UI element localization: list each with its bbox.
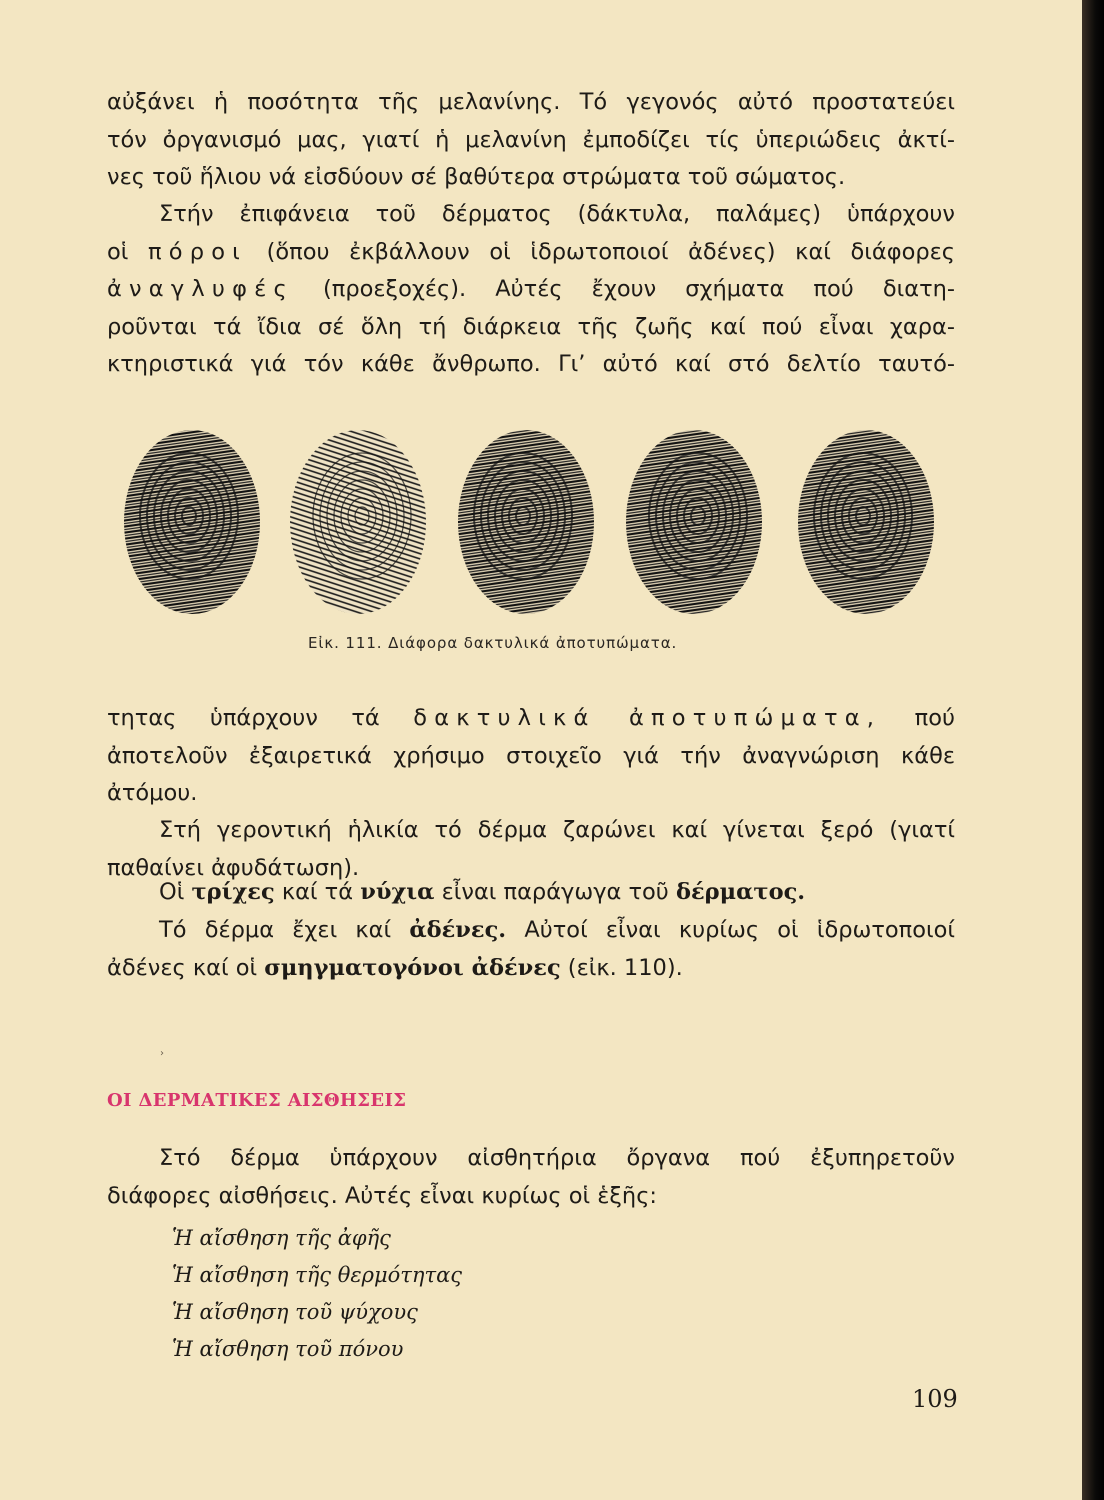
term-fingerprint: δακτυλικά [413, 705, 596, 731]
text-fragment: ἀδένες καί οἱ [107, 954, 258, 981]
text-fragment: (προεξοχές). Αὐτές ἔχουν σχήματα πού διατη- [323, 276, 956, 302]
text-fragment: (ὅπου ἐκβάλλουν οἱ ἱδρωτοποιοί ἀδένες) καί διάφορες [266, 238, 955, 265]
term-skin: δέρματος. [676, 879, 806, 905]
text-fragment: τητας ὑπάρχουν τά [107, 705, 380, 731]
text-fragment: οἱ [107, 238, 129, 265]
fingerprint-image [290, 430, 426, 614]
text-line: ροῦνται τά ἴδια σέ ὅλη τή διάρκεια τῆς ζωῆς καί πού εἶναι χαρα- [107, 313, 955, 340]
text-fragment: Αὐτοί εἶναι κυρίως οἱ ἱδρωτοποιοί [524, 917, 955, 943]
text-line [107, 950, 955, 988]
figure-caption: Εἰκ. 111. Διάφορα δακτυλικά ἀποτυπώματα. [308, 634, 678, 652]
text-fragment: (εἰκ. 110). [567, 954, 683, 981]
term-hair: τρίχες [191, 879, 275, 905]
text-line: ἀτόμου. [107, 780, 198, 806]
term-nails: νύχια [360, 879, 435, 905]
term-pores: πόροι [148, 238, 247, 265]
paragraph-fingerprints [107, 700, 955, 813]
text-line: τόν ὀργανισμό μας, γιατί ἡ μελανίνη ἐμποδίζει τίς ὑπεριώδεις ἀκτί- [107, 126, 955, 153]
text-line [107, 700, 955, 738]
fingerprint-image [626, 430, 762, 614]
page-number: 109 [912, 1385, 958, 1413]
paragraph-senses [107, 1140, 955, 1215]
text-line: κτηριστικά γιά τόν κάθε ἄνθρωπο. Γι’ αὐτό καί στό δελτίο ταυτό- [107, 351, 955, 377]
text-fragment: Τό δέρμα ἔχει καί [159, 917, 392, 943]
text-line: αὐξάνει ἡ ποσότητα τῆς μελανίνης. Τό γεγονός αὐτό προστατεύει [107, 89, 955, 115]
text-line: παθαίνει ἀφυδάτωση). [107, 854, 360, 881]
list-item: Ἡ αἴσθηση τοῦ πόνου [172, 1337, 404, 1361]
list-item: Ἡ αἴσθηση τῆς ἀφῆς [172, 1226, 391, 1250]
text-fragment: εἶναι παράγωγα τοῦ [441, 879, 669, 905]
section-heading: ΟΙ ΔΕΡΜΑΤΙΚΕΣ ΑΙΣΘΗΣΕΙΣ [107, 1090, 407, 1111]
text-line: νες τοῦ ἥλιου νά εἰσδύουν σέ βαθύτερα στρώματα τοῦ σώματος. [107, 164, 846, 190]
text-fragment: Οἱ [159, 879, 185, 905]
list-item: Ἡ αἴσθηση τῆς θερμότητας [172, 1263, 463, 1287]
scan-edge [1082, 0, 1104, 1500]
text-fragment: πού [914, 705, 955, 731]
text-line [107, 874, 955, 912]
fingerprints-figure [96, 420, 956, 620]
paragraph-glands [107, 912, 955, 987]
paragraph-hair-nails [107, 874, 955, 912]
text-line: Στό δέρμα ὑπάρχουν αἰσθητήρια ὄργανα πού ἐξυπηρετοῦν [159, 1145, 955, 1171]
term-reliefs: ἀναγλυφές [107, 276, 294, 302]
term-sebaceous-glands: σμηγματογόνοι ἀδένες [264, 954, 561, 981]
fingerprint-image [798, 430, 934, 614]
text-line: ἀποτελοῦν ἐξαιρετικά χρήσιμο στοιχεῖο γιά τήν ἀναγνώριση κάθε [107, 742, 955, 769]
list-item: Ἡ αἴσθηση τοῦ ψύχους [172, 1300, 418, 1324]
fingerprint-image [124, 430, 260, 614]
scan-mark: › [160, 1048, 164, 1059]
paragraph-pores [107, 196, 955, 384]
term-glands: ἀδένες. [409, 917, 507, 943]
text-line: Στήν ἐπιφάνεια τοῦ δέρματος (δάκτυλα, παλάμες) ὑπάρχουν [159, 201, 955, 227]
text-line: Στή γεροντική ἡλικία τό δέρμα ζαρώνει καί γίνεται ξερό (γιατί [159, 817, 955, 843]
paragraph-melanin [107, 84, 955, 197]
text-line [107, 234, 955, 272]
term-prints: ἀποτυπώματα, [628, 705, 882, 731]
senses-list [172, 1220, 462, 1368]
text-line [107, 271, 955, 309]
text-line [107, 912, 955, 950]
text-line: διάφορες αἰσθήσεις. Αὐτές εἶναι κυρίως οἱ ἑξῆς: [107, 1182, 657, 1209]
text-fragment: καί τά [281, 879, 354, 905]
fingerprint-image [458, 430, 594, 614]
